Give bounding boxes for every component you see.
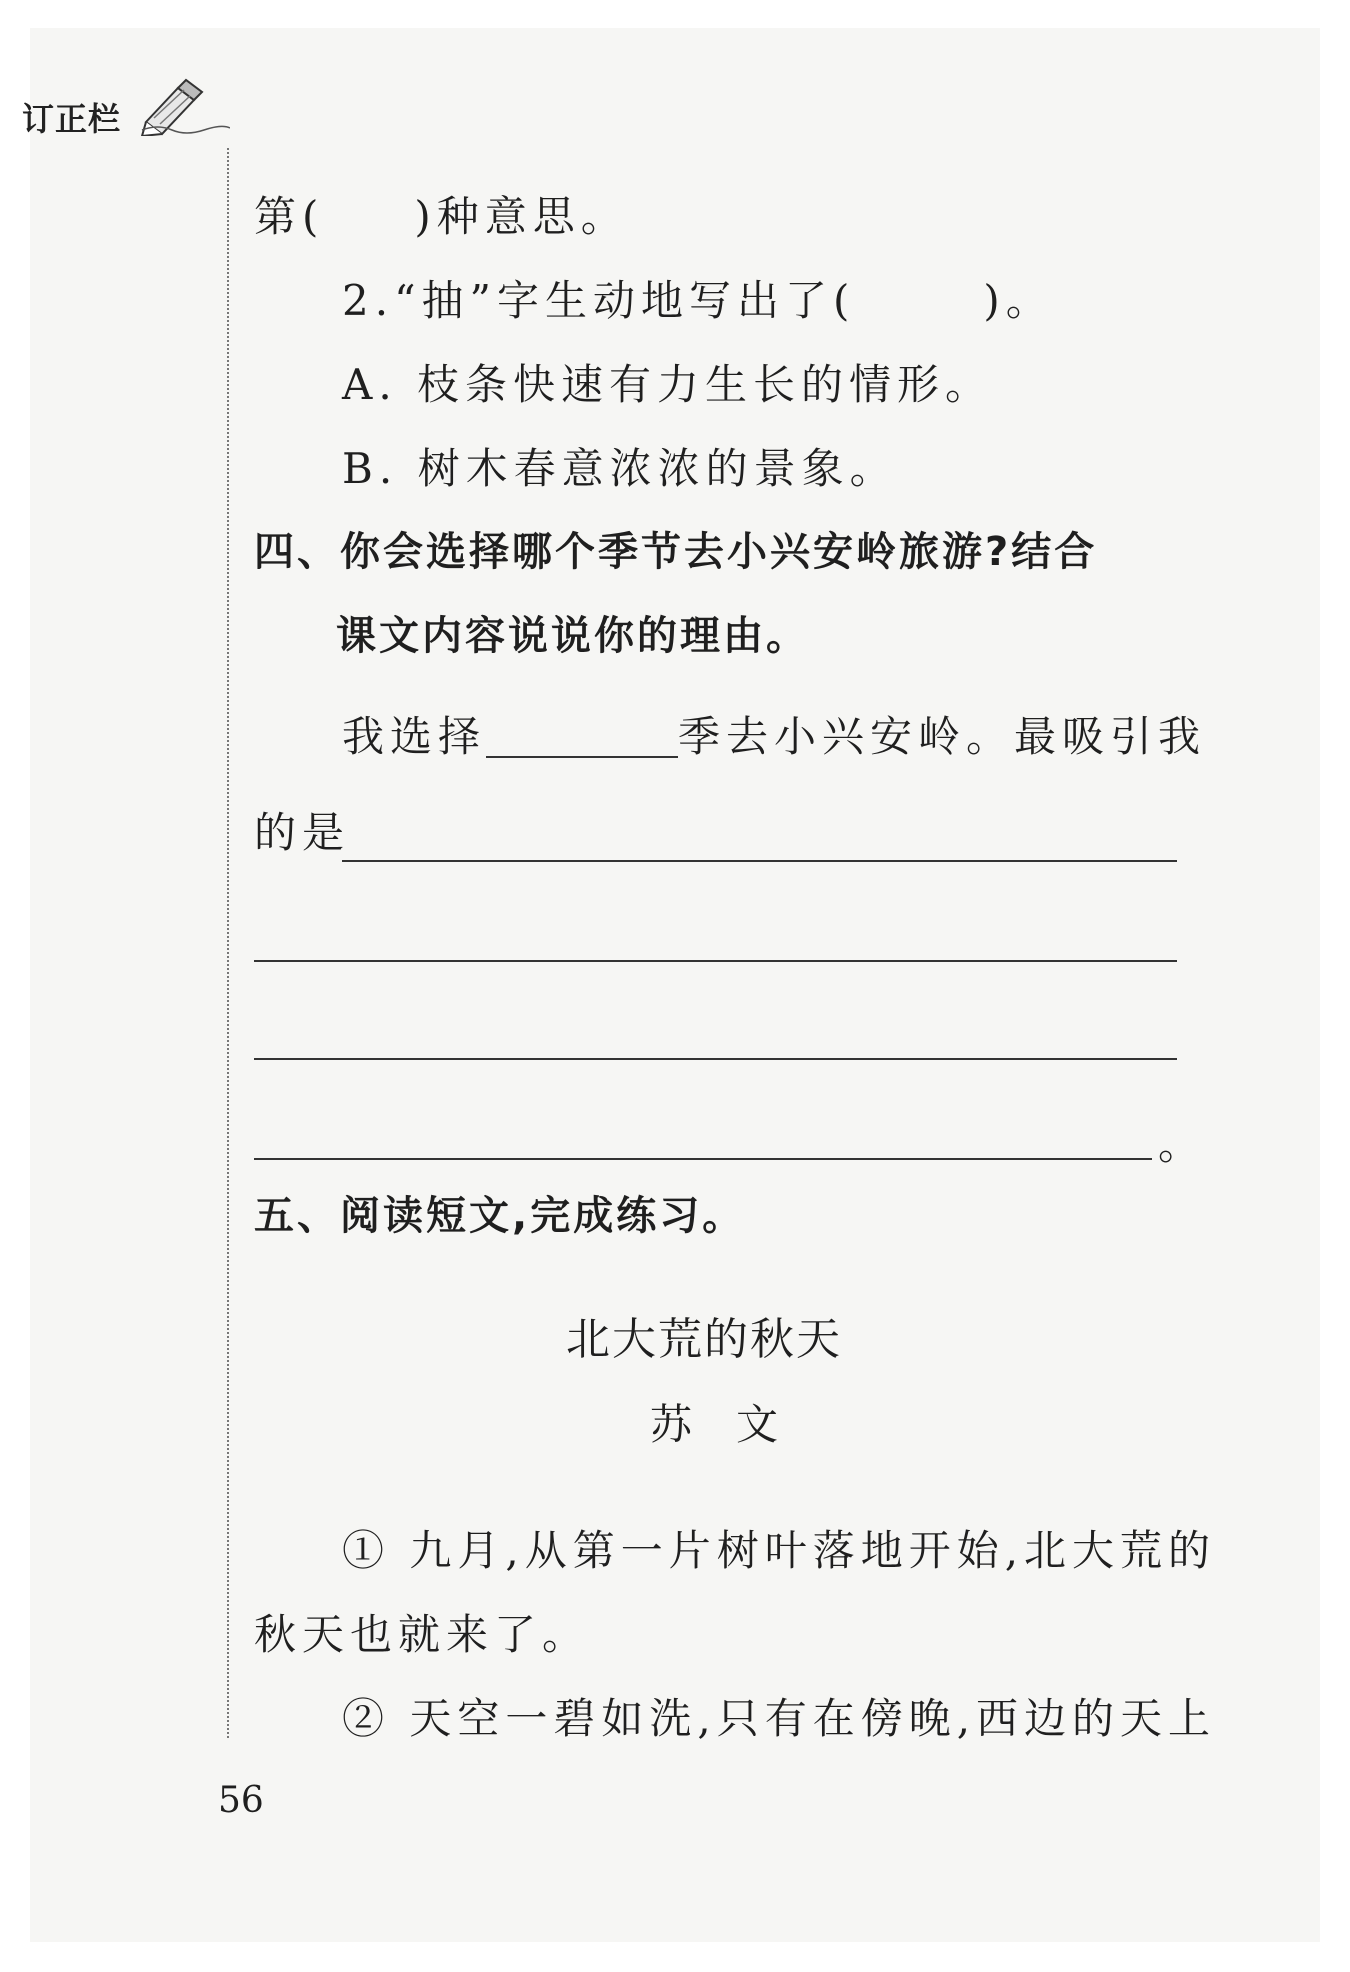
article-author: 苏文 <box>650 1400 823 1449</box>
answer-writing-line-1[interactable] <box>342 860 1177 862</box>
correction-column-label: 订正栏 <box>22 100 122 138</box>
article-title: 北大荒的秋天 <box>566 1314 842 1365</box>
paragraph-1-line1: ① 九月,从第一片树叶落地开始,北大荒的 <box>342 1526 1217 1575</box>
answer-writing-line-4[interactable] <box>254 1158 1152 1160</box>
answer-end-period: 。 <box>1158 1120 1201 1169</box>
paragraph-2-line1: ② 天空一碧如洗,只有在傍晚,西边的天上 <box>342 1694 1217 1743</box>
section-4-answer-line1 <box>342 712 1207 761</box>
answer-writing-line-2[interactable] <box>254 960 1177 962</box>
q2-text-post: )。 <box>983 276 1054 325</box>
paragraph-1-line2: 秋天也就来了。 <box>254 1610 591 1659</box>
question-2-prompt <box>342 276 1054 325</box>
margin-divider <box>227 148 229 1738</box>
q2-option-b: B. 树木春意浓浓的景象。 <box>342 444 898 493</box>
answer-middle: 季去小兴安岭。最吸引我 <box>678 712 1207 761</box>
q1-text-post: )种意思。 <box>414 192 629 241</box>
season-blank[interactable] <box>486 712 678 758</box>
section-4-answer-line2-label: 的是 <box>254 808 351 857</box>
q2-text-pre: 2.“抽”字生动地写出了( <box>342 276 856 325</box>
section-4-heading-line1: 四、你会选择哪个季节去小兴安岭旅游?结合 <box>254 529 1098 575</box>
section-5-heading: 五、阅读短文,完成练习。 <box>254 1193 746 1239</box>
pencil-icon <box>138 78 230 136</box>
answer-prefix: 我选择 <box>342 712 487 761</box>
page-number: 56 <box>218 1780 264 1821</box>
q2-option-a: A. 枝条快速有力生长的情形。 <box>342 360 994 409</box>
answer-writing-line-3[interactable] <box>254 1058 1177 1060</box>
q1-text-pre: 第( <box>254 192 325 241</box>
question-1-tail <box>254 192 629 241</box>
section-4-heading-line2: 课文内容说说你的理由。 <box>336 613 809 659</box>
